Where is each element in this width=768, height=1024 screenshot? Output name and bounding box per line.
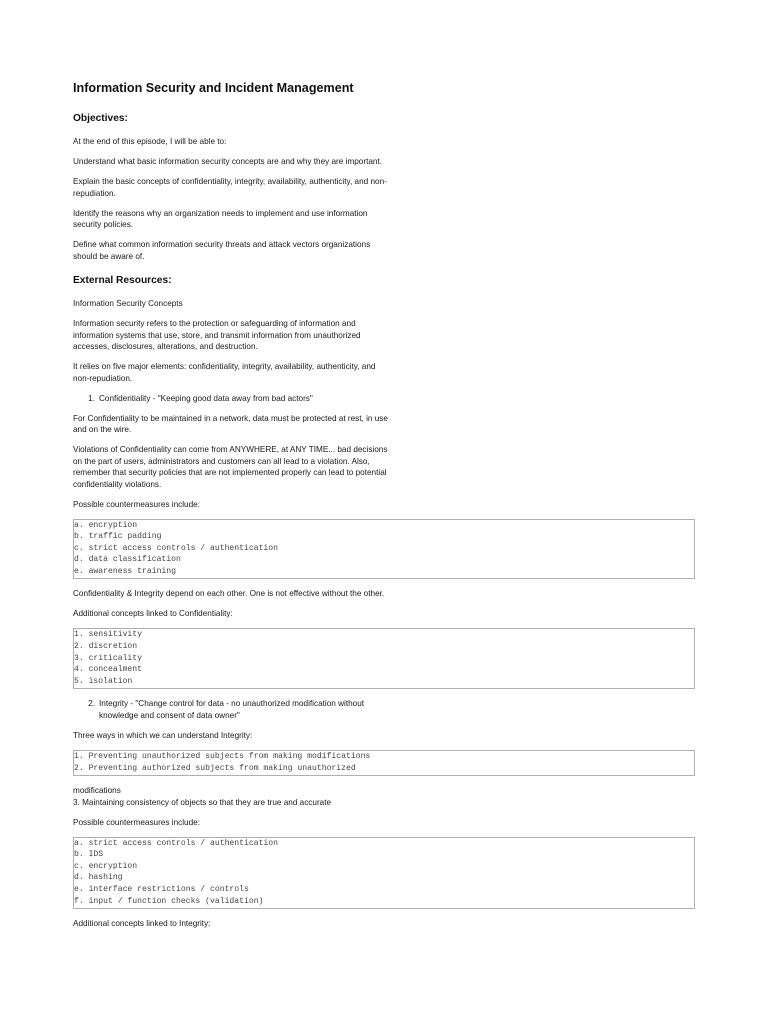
- integrity-ways-third: 3. Maintaining consistency of objects so that they are true and accurate: [73, 797, 332, 807]
- concepts-definition: Information security refers to the protection or safeguarding of information and information systems that use, store, and transmit information from unauthorized accesses, disclosures, alterations, and destruction.: [73, 319, 361, 351]
- code-line: b. IDS: [74, 850, 104, 860]
- code-line: f. input / function checks (validation): [74, 896, 264, 906]
- list-text: Integrity - "Change control for data - no unauthorized modification without knowledge and consent of data owner": [99, 699, 365, 720]
- resources-heading: External Resources:: [73, 275, 172, 286]
- objective-item: Explain the basic concepts of confidentiality, integrity, availability, authenticity, and non-repudiation.: [73, 177, 387, 198]
- code-line: d. data classification: [74, 555, 181, 565]
- objective-item: Understand what basic information security concepts are and why they are important.: [73, 157, 383, 166]
- objectives-heading: Objectives:: [73, 113, 128, 124]
- code-line: 4. concealment: [74, 665, 142, 675]
- confidentiality-concepts-box: [73, 628, 695, 689]
- code-line: 2. Preventing authorized subjects from making unauthorized: [74, 763, 356, 773]
- integrity-ways-continued: modifications: [73, 786, 121, 796]
- elements-text: It relies on five major elements: confidentiality, integrity, availability, authenticity, and non-repudiation.: [73, 362, 376, 383]
- code-line: 3. criticality: [74, 653, 142, 663]
- page-title: Information Security and Incident Management: [73, 81, 354, 95]
- code-line: d. hashing: [74, 873, 123, 883]
- confidentiality-text: For Confidentiality to be maintained in a network, data must be protected at rest, in use and on the wire.: [73, 413, 388, 434]
- list-number: 1.: [88, 393, 95, 403]
- list-text: Confidentiality - "Keeping good data away from bad actors": [99, 393, 313, 403]
- code-line: a. strict access controls / authentication: [74, 838, 278, 848]
- list-item-confidentiality: [73, 393, 393, 405]
- integrity-concepts-label: Additional concepts linked to Integrity:: [73, 919, 211, 929]
- code-line: 1. sensitivity: [74, 630, 142, 640]
- integrity-countermeasures-label: Possible countermeasures include:: [73, 817, 200, 827]
- objectives-intro: At the end of this episode, I will be able to:: [73, 137, 227, 146]
- confidentiality-concepts-label: Additional concepts linked to Confidentiality:: [73, 609, 233, 619]
- list-item-integrity: [73, 698, 403, 721]
- depend-text: Confidentiality & Integrity depend on each other. One is not effective without the other.: [73, 589, 385, 599]
- code-line: b. traffic padding: [74, 532, 162, 542]
- confidentiality-countermeasures-box: [73, 519, 695, 580]
- code-line: e. interface restrictions / controls: [74, 885, 249, 894]
- objective-item: Identify the reasons why an organization needs to implement and use information security policies.: [73, 208, 368, 229]
- code-line: e. awareness training: [74, 566, 176, 576]
- objective-item: Define what common information security threats and attack vectors organizations should be aware of.: [73, 240, 371, 261]
- code-line: 2. discretion: [74, 642, 138, 652]
- integrity-ways-label: Three ways in which we can understand Integrity:: [73, 730, 253, 740]
- code-line: c. strict access controls / authentication: [74, 543, 278, 553]
- integrity-countermeasures-box: [73, 837, 695, 910]
- code-line: 5. isolation: [74, 676, 133, 686]
- violations-text: Violations of Confidentiality can come from ANYWHERE, at ANY TIME... bad decisions on the part of users, administrators and customers can all lead to a violation. Also, remember that security policies that are not implemented properly can lead to potential confidentiality violations.: [73, 445, 388, 489]
- code-line: a. encryption: [74, 520, 138, 530]
- integrity-ways-box: [73, 750, 695, 776]
- countermeasures-label: Possible countermeasures include:: [73, 499, 200, 509]
- code-line: 1. Preventing unauthorized subjects from making modifications: [74, 751, 371, 761]
- concepts-label: Information Security Concepts: [73, 299, 183, 308]
- list-number: 2.: [88, 699, 95, 709]
- code-line: c. encryption: [74, 861, 138, 871]
